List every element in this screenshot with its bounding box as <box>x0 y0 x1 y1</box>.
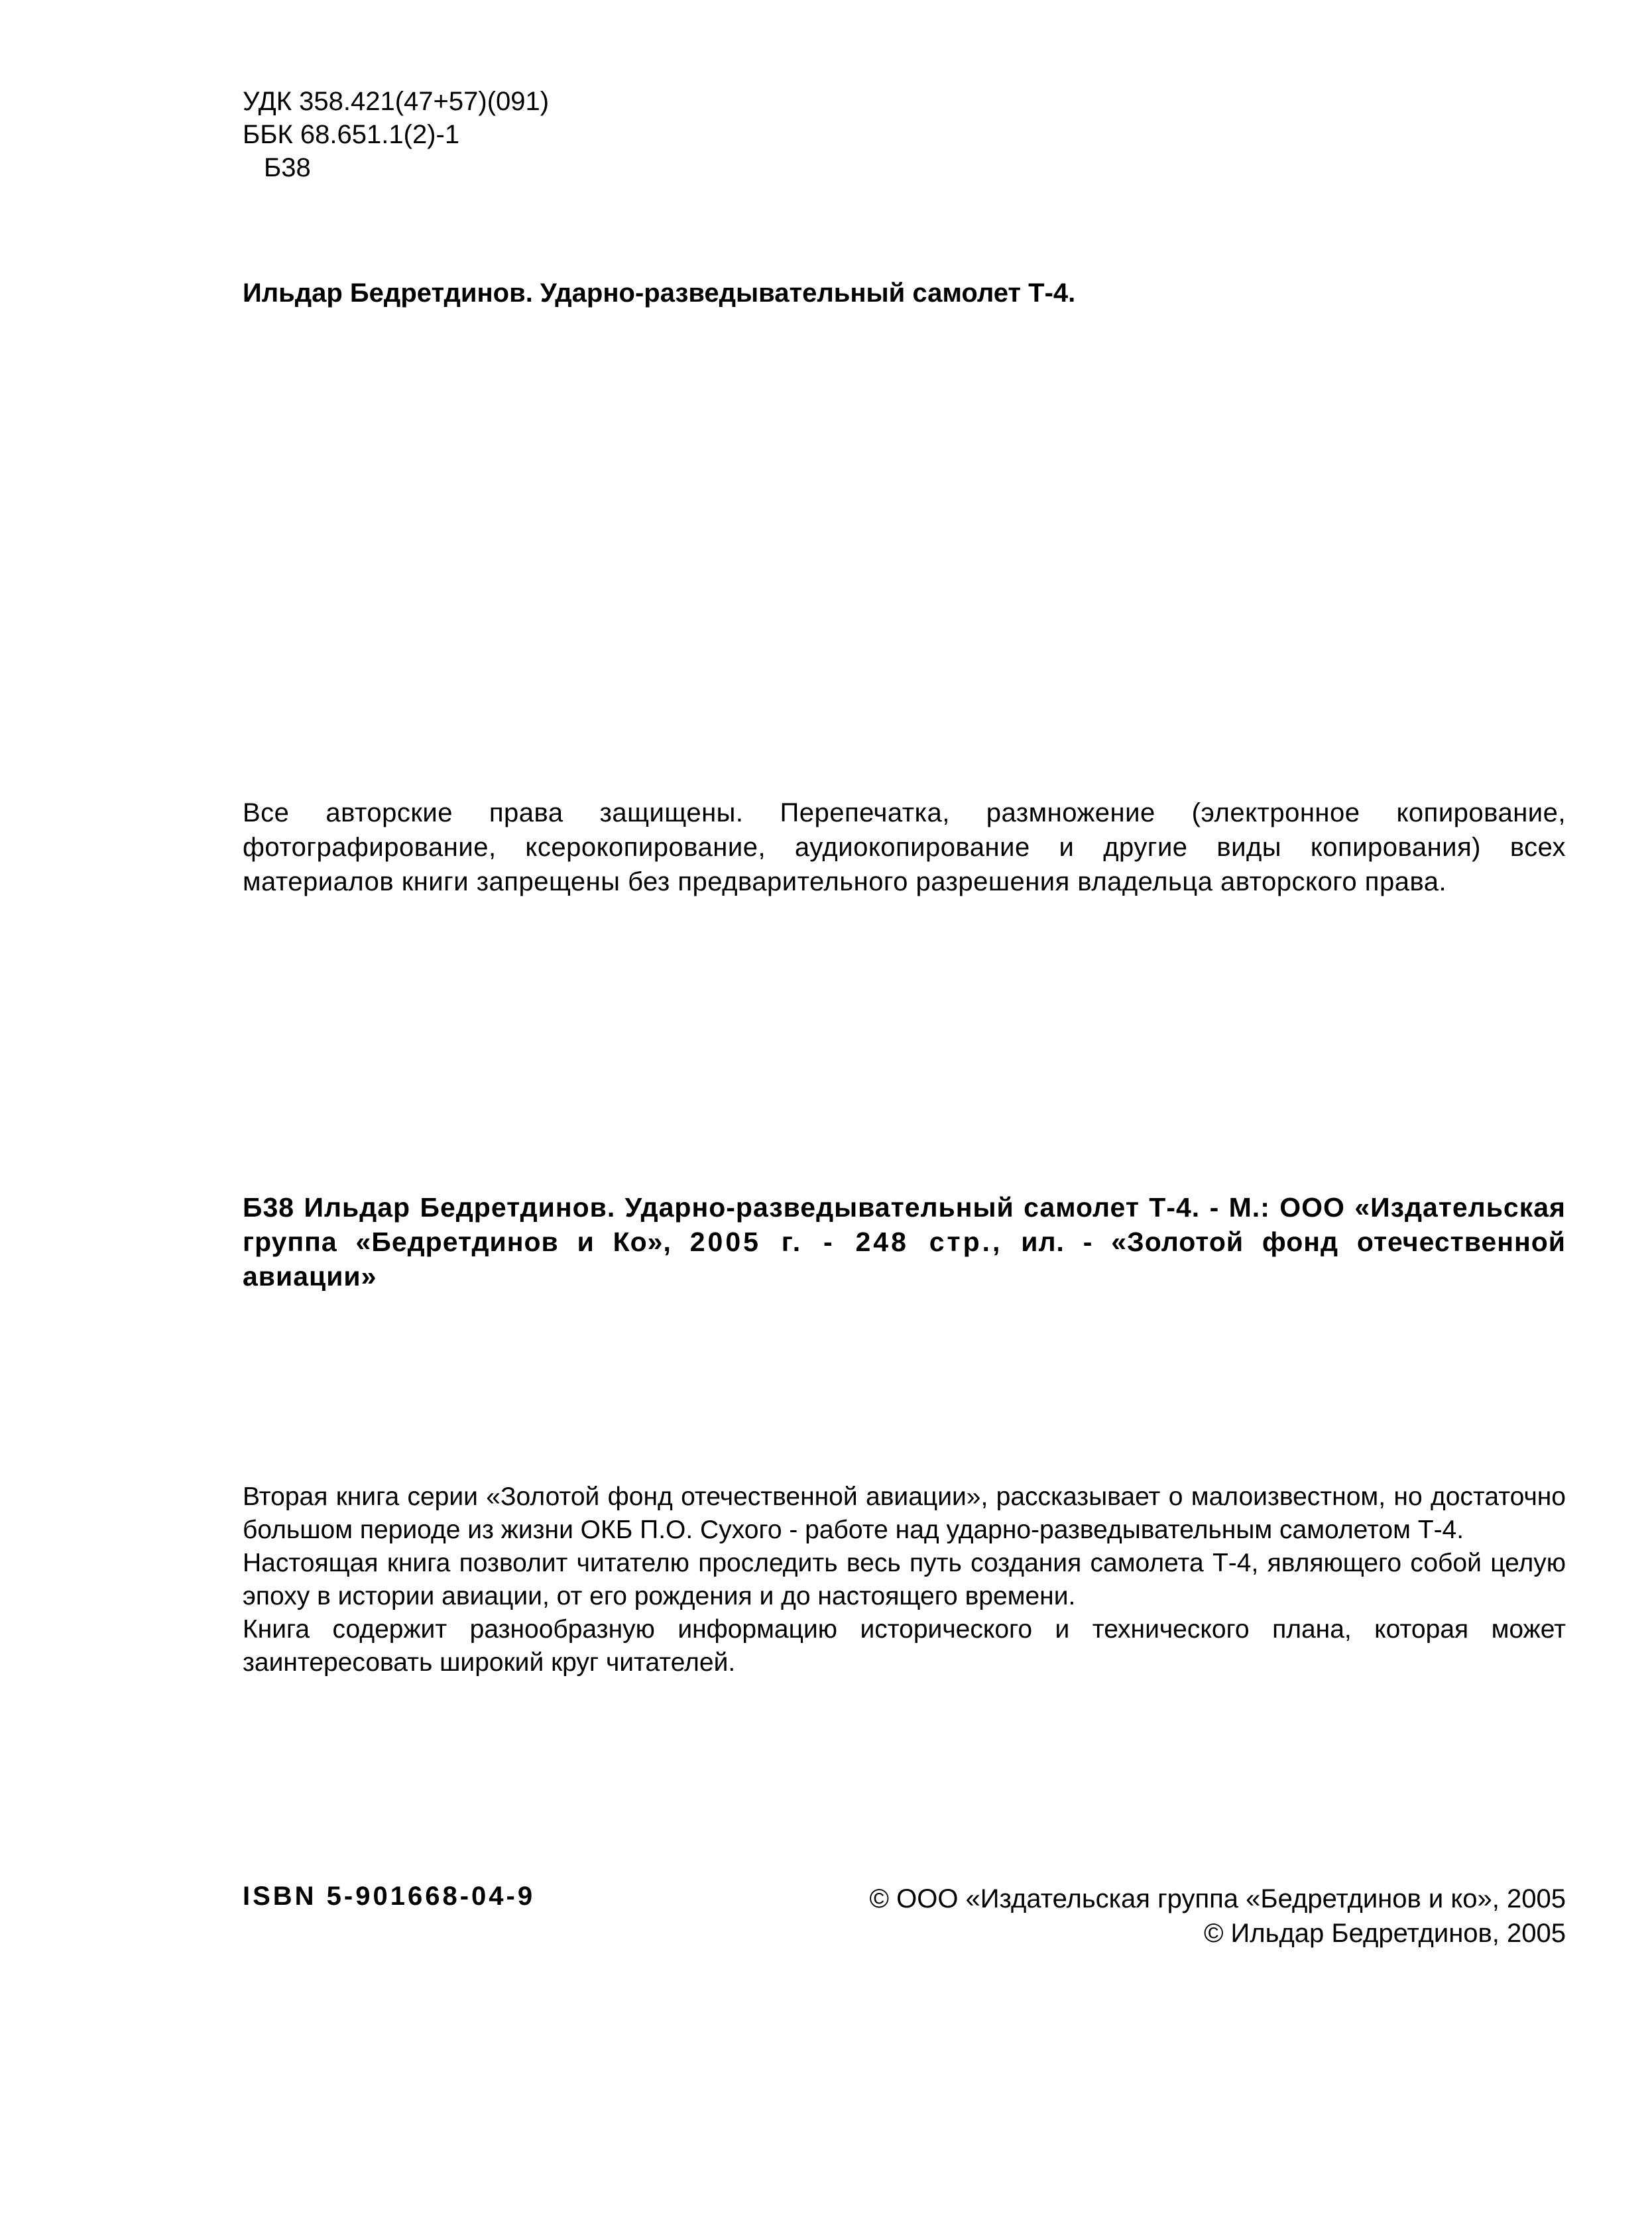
author-copyright: © Ильдар Бедретдинов, 2005 <box>1203 1919 1566 1948</box>
annotation-paragraph-2: Настоящая книга позволит читателю проследить весь путь создания самолета Т-4, являющего собой целую эпоху в истории авиации, от его рождения и до настоящего времени. <box>243 1549 1566 1610</box>
book-title: Ильдар Бедретдинов. Ударно-разведывательный самолет Т-4. <box>243 278 1076 308</box>
imprint <box>870 1882 1566 1951</box>
annotation-paragraph-3: Книга содержит разнообразную информацию исторического и технического плана, которая может заинтересовать широкий круг читателей. <box>243 1615 1566 1677</box>
bibliographic-mark: Б38 <box>243 1192 295 1223</box>
bibliographic-year-pages: 2005 г. - 248 стр., <box>689 1227 1003 1257</box>
bibliographic-text: Ильдар Бедретдинов. Ударно-разведывательный самолет Т-4. - М.: ООО «Издательская группа «Бедретдинов и Ко», <box>243 1192 1566 1257</box>
bibliographic-series: ил. - «Золотой фонд отечественной авиации» <box>243 1227 1566 1292</box>
isbn: ISBN 5-901668-04-9 <box>243 1882 536 1911</box>
publisher-copyright: © ООО «Издательская группа «Бедретдинов и ко», 2005 <box>869 1884 1566 1913</box>
bibliographic-record <box>243 1190 1566 1294</box>
classification-block <box>243 85 549 184</box>
annotation-paragraph-1: Вторая книга серии «Золотой фонд отечественной авиации», рассказывает о малоизвестном, но достаточно большом периоде из жизни ОКБ П.О. Сухого - работе над ударно-разведывательным самолетом Т-4. <box>243 1482 1566 1544</box>
copyright-notice: Все авторские права защищены. Перепечатка, размножение (электронное копирование, фотографирование, ксерокопирование, аудиокопирование и другие виды копирования) всех материалов книги запрещены без предварительного разрешения владельца авторского права. <box>243 798 1566 896</box>
annotation <box>243 1480 1566 1679</box>
udc-code: УДК 358.421(47+57)(091) <box>243 87 550 116</box>
bbk-code: ББК 68.651.1(2)-1 <box>243 120 460 149</box>
author-mark: Б38 <box>264 153 311 182</box>
